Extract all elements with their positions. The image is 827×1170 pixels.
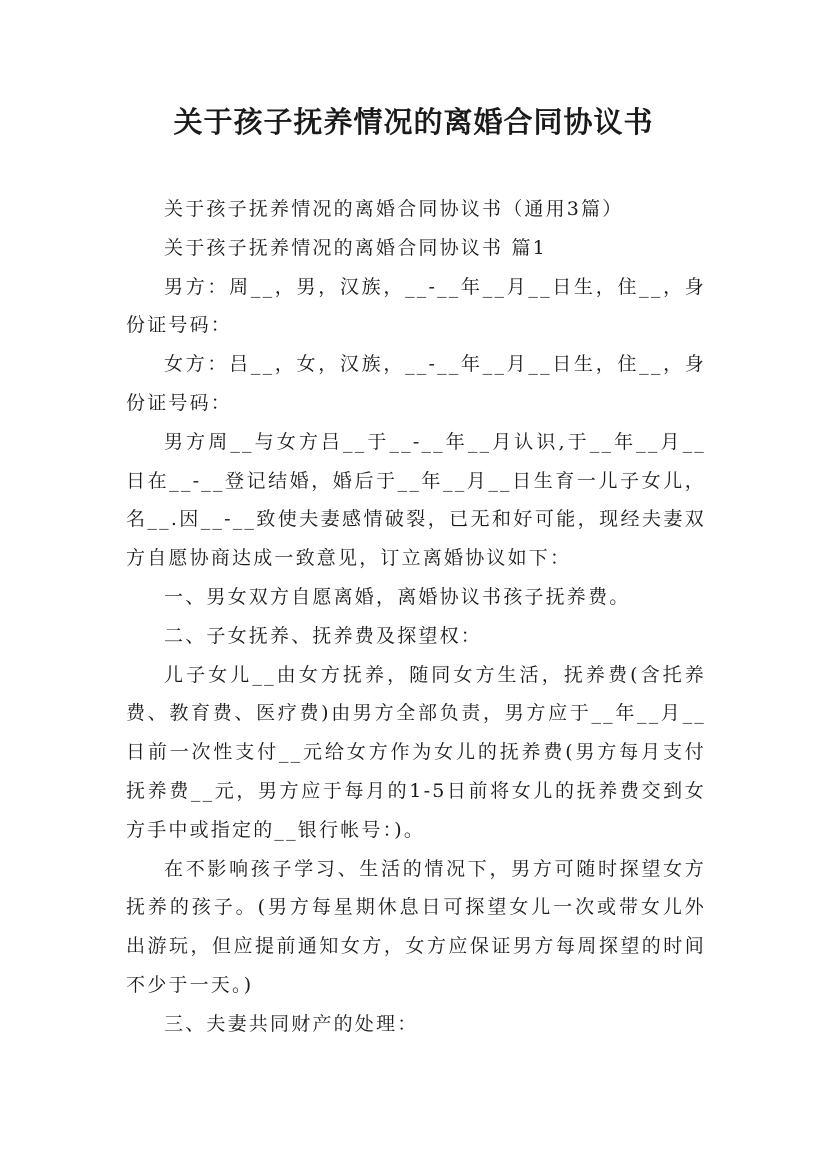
paragraph-visitation: 在不影响孩子学习、生活的情况下，男方可随时探望女方抚养的孩子。(男方每星期休息日可探望女儿一次或带女儿外出游玩，但应提前通知女方，女方应保证男方每周探望的时间不少于一天。) bbox=[126, 857, 706, 996]
paragraph-subtitle: 关于孩子抚养情况的离婚合同协议书（通用3篇） bbox=[164, 198, 624, 220]
paragraph-child-support: 儿子女儿__由女方抚养，随同女方生活，抚养费(含托养费、教育费、医疗费)由男方全部负责，男方应于__年__月__日前一次性支付__元给女方作为女儿的抚养费(男方每月支付抚养费__元，男方应于每月的1-5日前将女儿的抚养费交到女方手中或指定的__银行帐号：)。 bbox=[126, 663, 706, 841]
paragraph-clause-three: 三、夫妻共同财产的处理： bbox=[164, 1012, 419, 1035]
document-title: 关于孩子抚养情况的离婚合同协议书 bbox=[173, 105, 654, 139]
document-body bbox=[126, 190, 706, 1044]
paragraph-male-party: 男方：周__，男，汉族，__-__年__月__日生，住__，身份证号码： bbox=[126, 275, 706, 337]
paragraph-female-party: 女方：吕__，女，汉族，__-__年__月__日生，住__，身份证号码： bbox=[126, 353, 706, 414]
paragraph-section-heading: 关于孩子抚养情况的离婚合同协议书 篇1 bbox=[164, 236, 547, 259]
paragraph-clause-one: 一、男女双方自愿离婚，离婚协议书孩子抚养费。 bbox=[164, 585, 631, 608]
paragraph-background: 男方周__与女方吕__于__-__年__月认识,于__年__月__日在__-__登记结婚，婚后于__年__月__日生育一儿子女儿，名__.因__-__致使夫妻感情破裂，已无和好可能，现经夫妻双方自愿协商达成一致意见，订立离婚协议如下： bbox=[126, 430, 706, 570]
paragraph-clause-two: 二、子女抚养、抚养费及探望权： bbox=[164, 624, 483, 647]
